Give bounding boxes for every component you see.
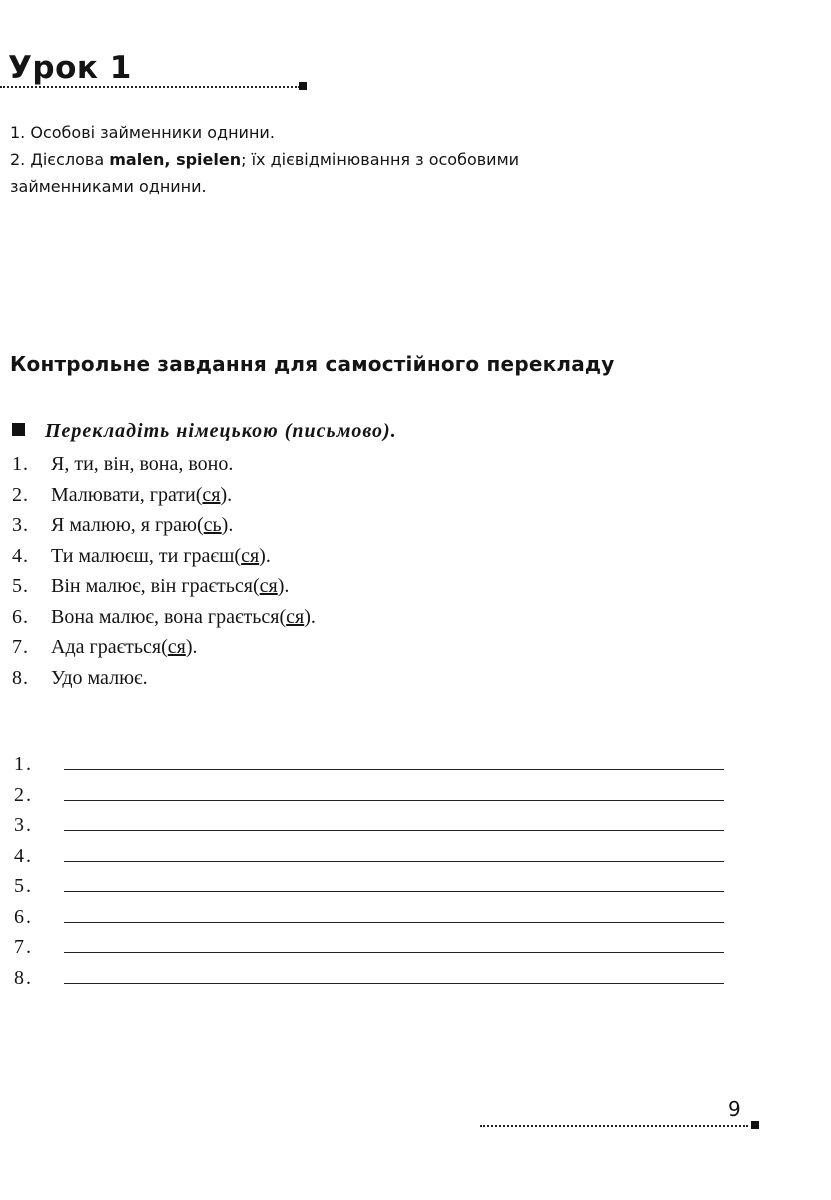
sentence-number: 1. (12, 453, 29, 475)
answer-row (12, 903, 724, 934)
topic-item-2-suffix: ; їх дієвідмінювання з особовими (241, 150, 520, 169)
reflexive-suffix: ся (286, 605, 305, 628)
reflexive-suffix: сь (203, 514, 222, 536)
answer-number: 1. (14, 753, 33, 775)
sentence-item (12, 480, 316, 511)
answer-lines (12, 750, 724, 994)
footer-dotted-rule (480, 1125, 748, 1127)
sentence-text: Ти малюєш, ти граєш( (51, 544, 242, 567)
topic-item-2-verbs: malen, spielen (109, 150, 242, 169)
sentence-item (12, 602, 316, 633)
title-dotted-rule (0, 86, 300, 88)
sentence-text-end: ). (304, 605, 316, 628)
answer-row (12, 750, 724, 781)
reflexive-suffix: ся (167, 636, 186, 658)
sentence-text: Вона малює, вона грається( (51, 605, 287, 628)
answer-number: 2. (14, 783, 33, 806)
answer-number: 3. (14, 814, 33, 836)
section-title: Контрольне завдання для самостійного перекладу (10, 352, 615, 376)
page-number: 9 (728, 1097, 741, 1121)
answer-line[interactable] (64, 800, 724, 801)
answer-line[interactable] (64, 983, 724, 984)
sentence-number: 5. (12, 575, 29, 597)
reflexive-suffix: ся (202, 483, 221, 506)
sentence-number: 7. (12, 636, 29, 658)
sentence-number: 3. (12, 514, 29, 536)
sentence-text: Я малюю, я граю( (51, 514, 204, 536)
sentence-text: Він малює, він грається( (51, 575, 260, 597)
topic-item-2-prefix: 2. Дієслова (10, 150, 110, 169)
answer-line[interactable] (64, 922, 724, 923)
sentence-item (12, 663, 316, 694)
answer-number: 8. (14, 966, 33, 989)
answer-row (12, 964, 724, 995)
answer-line[interactable] (64, 891, 724, 892)
sentence-text-end: ). (277, 575, 290, 597)
sentence-item (12, 571, 316, 602)
answer-row (12, 872, 724, 903)
sentence-text-end: ). (220, 483, 233, 506)
sentence-text-end: ). (259, 544, 271, 567)
sentence-item (12, 541, 316, 572)
title-square-marker (299, 82, 307, 90)
topic-item-2 (10, 146, 650, 173)
task-instruction (12, 420, 397, 443)
sentence-text-end: ). (185, 636, 198, 658)
sentence-item (12, 632, 316, 663)
answer-line[interactable] (64, 830, 724, 831)
answer-number: 6. (14, 905, 33, 928)
topic-item-2-continuation: займенниками однини. (10, 177, 207, 196)
footer-square-marker (751, 1121, 759, 1129)
sentence-text: Ада грається( (51, 636, 168, 658)
answer-line[interactable] (64, 952, 724, 953)
answer-row (12, 933, 724, 964)
answer-line[interactable] (64, 769, 724, 770)
sentence-text-end: ). (221, 514, 234, 536)
sentence-text: Я, ти, він, вона, воно. (51, 453, 234, 475)
lesson-title: Урок 1 (8, 50, 132, 86)
task-instruction-text: Перекладіть німецькою (письмово). (45, 420, 397, 442)
sentence-number: 4. (12, 544, 29, 567)
answer-row (12, 842, 724, 873)
answer-row (12, 811, 724, 842)
sentence-number: 8. (12, 666, 29, 689)
reflexive-suffix: ся (259, 575, 278, 597)
answer-line[interactable] (64, 861, 724, 862)
sentence-item (12, 510, 316, 541)
sentence-number: 6. (12, 605, 29, 628)
topic-item-1: 1. Особові займенники однини. (10, 123, 275, 142)
answer-number: 4. (14, 844, 33, 867)
sentence-list (12, 449, 316, 693)
sentence-text: Малювати, грати( (51, 483, 203, 506)
sentence-number: 2. (12, 483, 29, 506)
lesson-topics (10, 119, 650, 200)
answer-number: 5. (14, 875, 33, 897)
sentence-text: Удо малює. (51, 666, 148, 689)
sentence-item (12, 449, 316, 480)
answer-row (12, 781, 724, 812)
answer-number: 7. (14, 936, 33, 958)
square-bullet-icon (12, 423, 25, 436)
reflexive-suffix: ся (241, 544, 260, 567)
